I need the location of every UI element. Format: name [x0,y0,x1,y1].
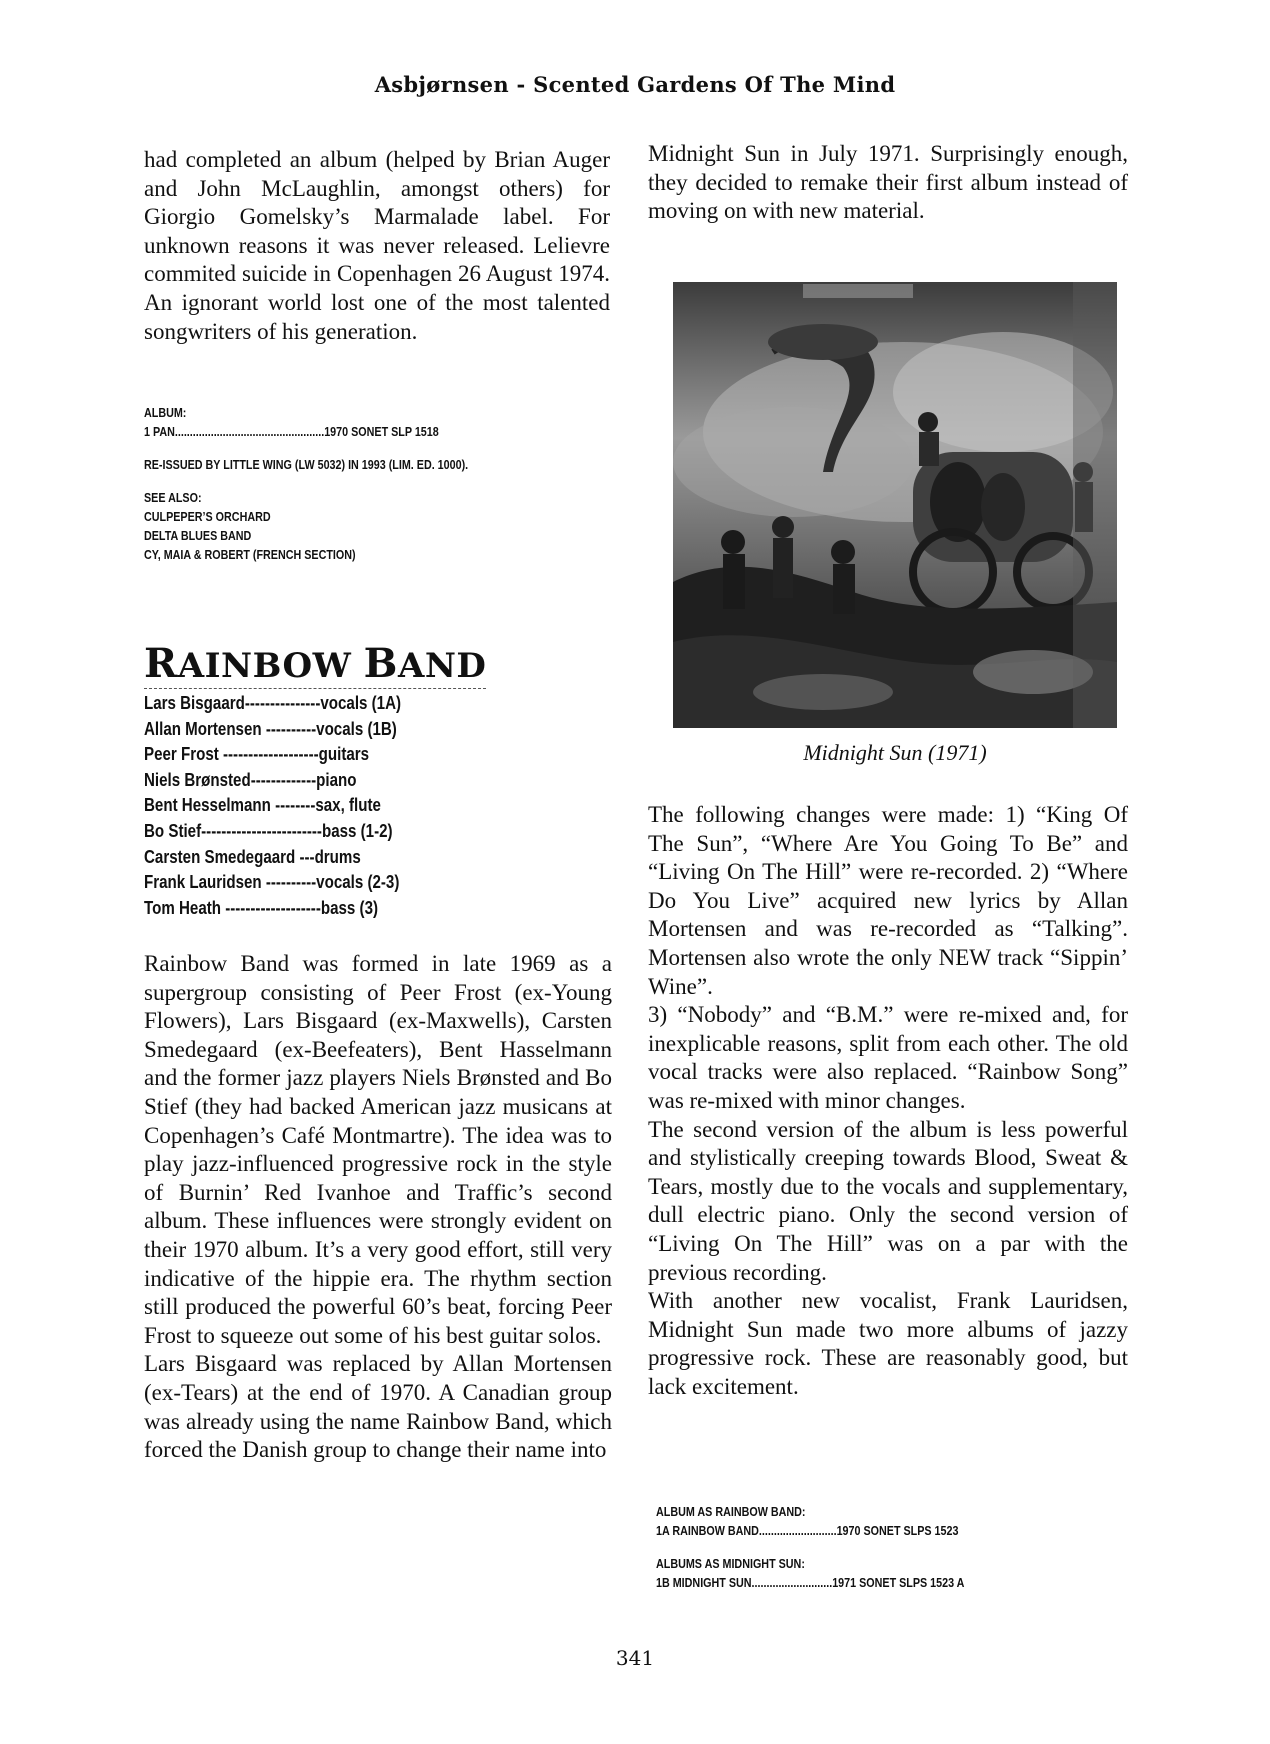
changes-article [648,801,1128,1401]
see-also-heading: SEE ALSO: [144,491,202,505]
see-also-item: CY, MAIA & ROBERT (FRENCH SECTION) [144,548,356,562]
article-paragraph: The following changes were made: 1) “King Of The Sun”, “Where Are You Going To Be” and “Living On The Hill” were re-recorded. 2) “Where Do You Live” acquired new lyrics by Allan Mortensen and was re-recorded as “Talking”. Mortensen also wrote the only NEW track “Sippin’ Wine”. [648,802,1128,999]
page-number: 341 [615,1646,655,1670]
pan-bio-paragraph: had completed an album (helped by Brian Auger and John McLaughlin, amongst others) for Giorgio Gomelsky’s Marmalade label. For unknown reasons it was never released. Lelievre commited suicide in Copenhagen 26 August 1974. An ignorant world lost one of the most talented songwriters of his generation. [144,147,610,344]
member-row: Niels Brønsted-------------piano [144,769,357,790]
album-cover-illustration [673,282,1117,728]
member-row: Frank Lauridsen ----------vocals (2-3) [144,872,400,893]
member-row: Carsten Smedegaard ---drums [144,846,361,867]
pan-bio-text [144,146,610,346]
album-entry: 1 PAN..................................................1970 SONET SLP 1518 [144,425,439,439]
member-row: Bent Hesselmann --------sax, flute [144,795,381,816]
article-paragraph: The second version of the album is less powerful and stylistically creeping towards Blood, Sweat & Tears, mostly due to the vocals and supplementary, dull electric piano. Only the second version of “Living On The Hill” was on a par with the previous recording. [648,1116,1128,1285]
running-header: Asbjørnsen - Scented Gardens Of The Mind [374,72,896,97]
member-row: Tom Heath -------------------bass (3) [144,897,379,918]
member-row: Peer Frost -------------------guitars [144,744,370,765]
album-heading: ALBUM: [144,406,187,420]
article-paragraph: With another new vocalist, Frank Lauridsen, Midnight Sun made two more albums of jazzy progressive rock. These are reasonably good, but lack excitement. [648,1288,1128,1399]
member-row: Lars Bisgaard---------------vocals (1A) [144,693,402,713]
article-paragraph: 3) “Nobody” and “B.M.” were re-mixed and, for inexplicable reasons, split from each other. The old vocal tracks were also replaced. “Rainbow Song” was re-mixed with minor changes. [648,1002,1128,1113]
rainbow-band-article [144,950,612,1465]
member-row: Bo Stief------------------------bass (1-2) [144,820,393,841]
article-paragraph: Rainbow Band was formed in late 1969 as a supergroup consisting of Peer Frost (ex-Young Flowers), Lars Bisgaard (ex-Maxwells), Carsten Smedegaard (ex-Beefeaters), Bent Hasselmann and the former jazz players Niels Brønsted and Bo Stief (they had backed American jazz musicans at Copenhagen’s Café Montmartre). The idea was to play jazz-influenced progressive rock in the style of Burnin’ Red Ivanhoe and Traffic’s second album. These influences were strongly evident on their 1970 album. It’s a very good effort, still very indicative of the hippie era. The rhythm section still produced the powerful 60’s beat, forcing Peer Frost to squeeze out some of his best guitar solos. [144,951,612,1348]
see-also-item: DELTA BLUES BAND [144,529,252,543]
reissue-note: RE-ISSUED BY LITTLE WING (LW 5032) IN 1993 (LIM. ED. 1000). [144,458,469,472]
band-members [144,691,401,921]
rainbow-discography [656,1503,964,1593]
band-title: RAINBOW BAND [144,640,487,687]
discography-entry: 1A RAINBOW BAND..........................1970 SONET SLPS 1523 [656,1524,959,1538]
member-row: Allan Mortensen ----------vocals (1B) [144,718,397,739]
article-paragraph: Lars Bisgaard was replaced by Allan Mortensen (ex-Tears) at the end of 1970. A Canadian group was already using the name Rainbow Band, which forced the Danish group to change their name into [144,1351,612,1463]
article-paragraph: Midnight Sun in July 1971. Surprisingly enough, they decided to remake their first album instead of moving on with new material. [648,141,1128,224]
discography-entry: 1B MIDNIGHT SUN...........................1971 SONET SLPS 1523 A [656,1576,965,1590]
discography-heading: ALBUMS AS MIDNIGHT SUN: [656,1557,805,1571]
cover-caption: Midnight Sun (1971) [803,740,987,765]
discography-heading: ALBUM AS RAINBOW BAND: [656,1505,806,1519]
see-also-item: CULPEPER’S ORCHARD [144,510,271,524]
article-continuation [648,140,1128,226]
album-cover-image [673,282,1117,728]
pan-discography [144,404,468,565]
